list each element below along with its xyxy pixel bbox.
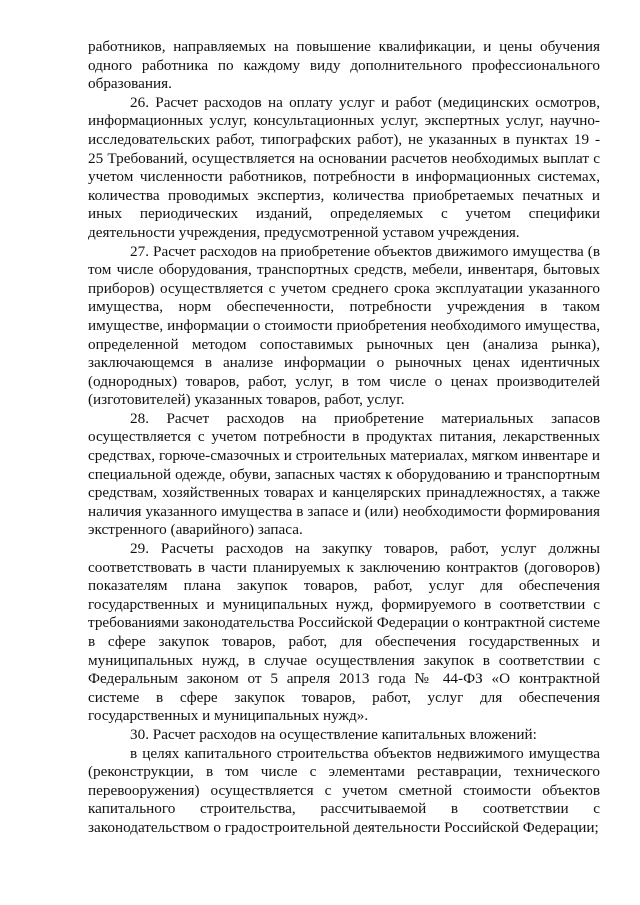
paragraph-30: 30. Расчет расходов на осуществление капитальных вложений: xyxy=(130,725,537,743)
paragraph-29: 29. Расчеты расходов на закупку товаров, работ, услуг должны соответствовать в части планируемых к заключению контрактов (договоров) показателям плана закупок товаров, работ, услуг для обеспечения государственных и муниципальных нужд, формируемого в соответствии с требованиями законодательства Российской Федерации о контрактной системе в сфере закупок товаров, работ, для обеспечения государственных и муниципальных нужд, в случае осуществления закупок в соответствии с Федеральным законом от 5 апреля 2013 года № 44-ФЗ «О контрактной системе в сфере закупок товаров, работ, услуг для обеспечения государственных и муниципальных нужд». xyxy=(88,540,600,725)
paragraph-27: 27. Расчет расходов на приобретение объектов движимого имущества (в том числе оборудования, транспортных средств, мебели, инвентаря, бытовых приборов) осуществляется с учетом среднего срока эксплуатации указанного имущества, норм обеспеченности, потребности учреждения в таком имуществе, информации о стоимости приобретения необходимого имущества, определенной методом сопоставимых рыночных цен (анализа рынка), заключающемся в анализе информации о рыночных ценах идентичных (однородных) товаров, работ, услуг, в том числе о ценах производителей (изготовителей) указанных товаров, работ, услуг. xyxy=(88,242,600,409)
paragraph-26: 26. Расчет расходов на оплату услуг и работ (медицинских осмотров, информационных услуг, консультационных услуг, экспертных услуг, научно-исследовательских работ, типографских работ), не указанных в пунктах 19 - 25 Требований, осуществляется на основании расчетов необходимых выплат с учетом численности работников, потребности в информационных системах, количества проводимых экспертиз, количества приобретаемых печатных и иных периодических изданий, определяемых с учетом специфики деятельности учреждения, предусмотренной уставом учреждения. xyxy=(88,93,600,241)
document-page xyxy=(88,38,600,838)
paragraph-continuation: работников, направляемых на повышение квалификации, и цены обучения одного работника по каждому виду дополнительного профессионального образования. xyxy=(88,38,600,93)
paragraph-30-item-a: в целях капитального строительства объектов недвижимого имущества (реконструкции, в том числе с элементами реставрации, технического перевооружения) осуществляется с учетом сметной стоимости объектов капитального строительства, рассчитываемой в соответствии с законодательством о градостроительной деятельности Российской Федерации; xyxy=(88,744,600,836)
paragraph-28: 28. Расчет расходов на приобретение материальных запасов осуществляется с учетом потребности в продуктах питания, лекарственных средствах, горюче-смазочных и строительных материалах, мягком инвентаре и специальной одежде, обуви, запасных частях к оборудованию и транспортным средствам, хозяйственных товарах и канцелярских принадлежностях, а также наличия указанного имущества в запасе и (или) необходимости формирования экстренного (аварийного) запаса. xyxy=(88,409,600,539)
